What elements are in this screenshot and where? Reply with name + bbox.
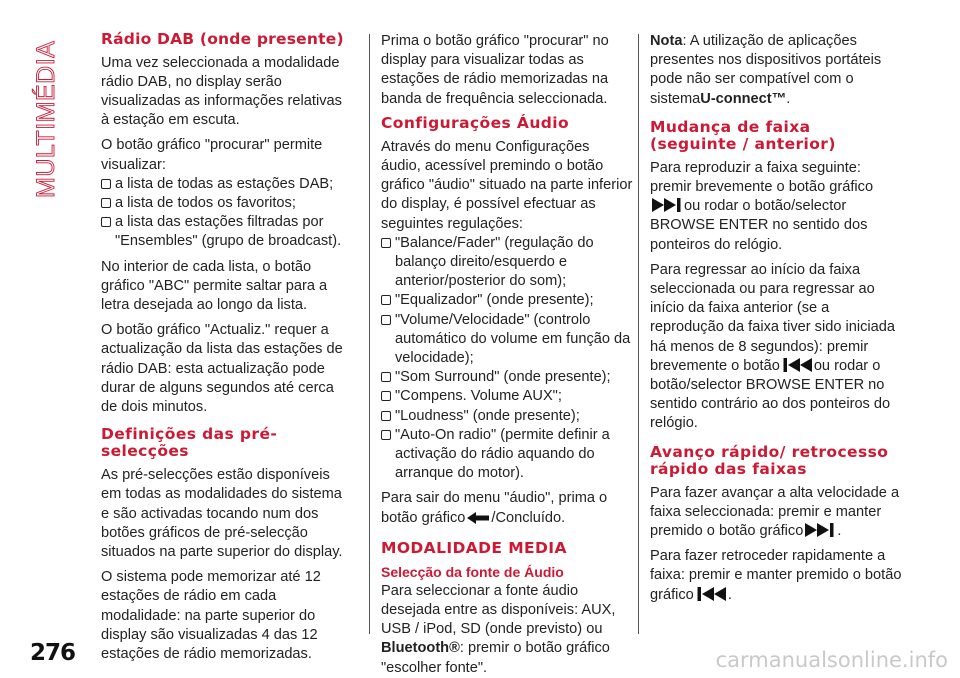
paragraph: O botão gráfico "procurar" permite visualizar: bbox=[101, 137, 323, 173]
column-divider bbox=[638, 34, 639, 634]
checkbox-icon bbox=[101, 198, 111, 208]
previous-track-icon bbox=[782, 358, 812, 372]
paragraph: Para reproduzir a faixa seguinte: premir brevemente o botão gráficoou rodar o botão/selector BROWSE ENTER no sentido dos ponteiros do relógio. bbox=[650, 159, 874, 253]
list-item: a lista de todos os favoritos; bbox=[101, 194, 353, 213]
checkbox-icon bbox=[381, 430, 391, 440]
heading-dab-radio: Rádio DAB (onde presente) bbox=[101, 30, 344, 48]
back-arrow-icon bbox=[467, 512, 489, 524]
page-number: 276 bbox=[30, 640, 76, 666]
list-item: "Equalizador" (onde presente); bbox=[381, 291, 633, 310]
heading-fast-forward-rewind: Avanço rápido/ retrocesso rápido das faixas bbox=[650, 442, 889, 478]
paragraph: Para sair do menu "áudio", prima o botão gráfico /Concluído. bbox=[381, 490, 608, 526]
chapter-side-label bbox=[8, 30, 68, 200]
previous-track-icon bbox=[696, 587, 726, 601]
paragraph: O sistema pode memorizar até 12 estações de rádio em cada modalidade: na parte superior do display são visualizadas 4 das 12 estações de rádio memorizadas. bbox=[101, 569, 321, 662]
heading-track-change: Mudança de faixa (seguinte / anterior) bbox=[650, 117, 836, 153]
column-2 bbox=[381, 32, 633, 678]
checkbox-icon bbox=[381, 238, 391, 248]
checkbox-icon bbox=[381, 295, 391, 305]
paragraph: Através do menu Configurações áudio, acessível premindo o botão gráfico "áudio" situado na parte inferior do display, é possível efectuar as seguintes regulações: bbox=[381, 138, 633, 232]
list-item: a lista das estações filtradas por "Ensembles" (grupo de broadcast). bbox=[101, 213, 353, 251]
list-item: a lista de todas as estações DAB; bbox=[101, 175, 353, 194]
checkbox-icon bbox=[381, 391, 391, 401]
list-item: "Auto-On radio" (permite definir a activação do rádio aquando do arranque do motor). bbox=[381, 426, 633, 484]
heading-presets: Definições das pré-selecções bbox=[101, 425, 278, 461]
next-track-icon bbox=[805, 523, 835, 537]
checkbox-icon bbox=[101, 217, 111, 227]
list-item: "Loudness" (onde presente); bbox=[381, 407, 633, 426]
chapter-side-label-text: MULTIMÉDIA bbox=[32, 40, 60, 198]
list-item: "Balance/Fader" (regulação do balanço direito/esquerdo e anterior/posterior do som); bbox=[381, 234, 633, 292]
bullet-list bbox=[381, 234, 633, 484]
heading-audio-source: Selecção da fonte de Áudio bbox=[381, 563, 564, 580]
list-item: "Compens. Volume AUX"; bbox=[381, 387, 633, 406]
column-divider bbox=[369, 34, 370, 634]
paragraph: No interior de cada lista, o botão gráfico "ABC" permite saltar para a letra desejada ao longo da lista. bbox=[101, 258, 328, 313]
watermark: carmanualsonline.info bbox=[715, 648, 948, 672]
note-paragraph: Nota: A utilização de aplicações presentes nos dispositivos portáteis pode não ser compatível com o sistemaU-connect™. bbox=[650, 33, 882, 107]
paragraph: Para regressar ao início da faixa seleccionada ou para regressar ao início da faixa anterior (se a reprodução da faixa tiver sido iniciada há menos de 8 segundos): premir brevemente o botão ou rodar o botão/selector BROWSE ENTER no sentido contrário ao dos ponteiros do relógio. bbox=[650, 261, 895, 432]
paragraph: Para fazer avançar a alta velocidade a faixa seleccionada: premir e manter premido o botão gráfico . bbox=[650, 484, 900, 540]
paragraph: Uma vez seleccionada a modalidade rádio DAB, no display serão visualizadas as informações relativas à estação em escuta. bbox=[101, 54, 342, 129]
checkbox-icon bbox=[381, 411, 391, 421]
checkbox-icon bbox=[381, 372, 391, 382]
heading-audio-settings: Configurações Áudio bbox=[381, 113, 570, 132]
next-track-icon bbox=[652, 198, 682, 212]
bullet-list bbox=[101, 175, 353, 252]
checkbox-icon bbox=[381, 315, 391, 325]
column-1 bbox=[101, 32, 353, 670]
list-item: "Volume/Velocidade" (controlo automático do volume em função da velocidade); bbox=[381, 311, 633, 369]
paragraph: O botão gráfico "Actualiz." requer a actualização da lista das estações de rádio DAB: esta actualização pode durar de alguns segundos até cerca de dois minutos. bbox=[101, 322, 343, 415]
checkbox-icon bbox=[101, 179, 111, 189]
paragraph: Para fazer retroceder rapidamente a faixa: premir e manter premido o botão gráfico . bbox=[650, 548, 902, 603]
column-3 bbox=[650, 32, 902, 611]
list-item: "Som Surround" (onde presente); bbox=[381, 368, 633, 387]
paragraph: Prima o botão gráfico "procurar" no display para visualizar todas as estações de rádio memorizadas na banda de frequência seleccionada. bbox=[381, 33, 609, 107]
paragraph: Para seleccionar a fonte áudio desejada entre as disponíveis: AUX, USB / iPod, SD (onde previsto) ou Bluetooth®: premir o botão gráfico "escolher fonte". bbox=[381, 582, 616, 676]
paragraph: As pré-selecções estão disponíveis em todas as modalidades do sistema e são activadas tocando num dos botões gráficos de pré-selecção situados na parte superior do display. bbox=[101, 467, 343, 560]
heading-media-mode: MODALIDADE MEDIA bbox=[381, 538, 567, 557]
